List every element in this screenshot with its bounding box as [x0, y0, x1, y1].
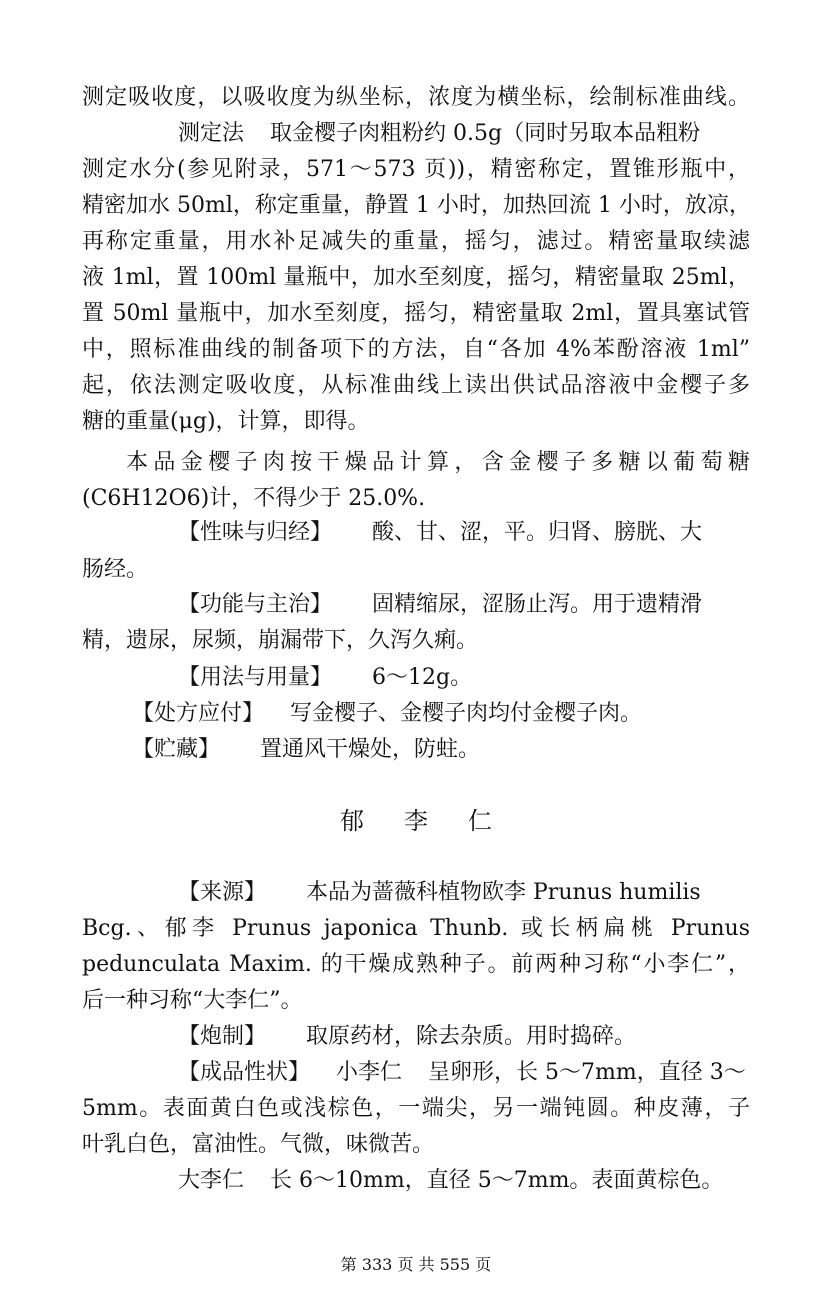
- body-line: pedunculata Maxim. 的干燥成熟种子。前两种习称“小李仁”，: [82, 952, 750, 977]
- body-line: 肠经。: [82, 557, 149, 582]
- heading-prescription: 【处方应付】: [132, 701, 265, 726]
- heading-flavor: 【性味与归经】: [178, 520, 333, 545]
- section-prescription: 【处方应付】 写金樱子、金樱子肉均付金樱子肉。: [132, 701, 643, 726]
- section-processing: 【炮制】 取原药材，除去杂质。用时捣碎。: [178, 1024, 637, 1049]
- label-large-kernel: 大李仁: [178, 1168, 245, 1193]
- page-footer: 第 333 页 共 555 页: [340, 1255, 492, 1274]
- heading-usage: 【用法与用量】: [178, 665, 333, 690]
- body-line: 液 1ml，置 100ml 量瓶中，加水至刻度，摇匀，精密量取 25ml，: [82, 265, 750, 290]
- heading-function: 【功能与主治】: [178, 592, 333, 617]
- section-function: 【功能与主治】 固精缩尿，涩肠止泻。用于遗精滑: [178, 592, 703, 617]
- body-line: 精，遗尿，尿频，崩漏带下，久泻久痢。: [82, 628, 479, 653]
- body-line: 测定法 取金樱子肉粗粉约 0.5g（同时另取本品粗粉: [178, 121, 701, 146]
- body-line: 置 50ml 量瓶中，加水至刻度，摇匀，精密量取 2ml，置具塞试管: [82, 301, 750, 326]
- section-flavor: 【性味与归经】 酸、甘、涩，平。归肾、膀胱、大: [178, 520, 703, 545]
- section-title: 郁李仁: [340, 807, 532, 835]
- body-line: 中，照标准曲线的制备项下的方法，自“各加 4%苯酚溶液 1ml”: [82, 337, 750, 362]
- heading-description: 【成品性状】: [178, 1060, 311, 1085]
- body-line: 起，依法测定吸收度，从标准曲线上读出供试品溶液中金樱子多: [82, 373, 750, 398]
- body-line: 叶乳白色，富油性。气微，味微苦。: [82, 1132, 435, 1157]
- body-line: 后一种习称“大李仁”。: [82, 988, 303, 1013]
- body-line: 测定水分(参见附录，571～573 页))，精密称定，置锥形瓶中，: [82, 157, 750, 182]
- section-storage: 【贮藏】 置通风干燥处，防蛀。: [132, 737, 481, 762]
- body-line: (C6H12O6)计，不得少于 25.0%.: [82, 486, 426, 511]
- heading-processing: 【炮制】: [178, 1024, 267, 1049]
- body-line: 本品金樱子肉按干燥品计算，含金樱子多糖以葡萄糖: [126, 450, 750, 475]
- body-line: 大李仁 长 6～10mm，直径 5～7mm。表面黄棕色。: [178, 1168, 724, 1193]
- method-label: 测定法: [178, 121, 245, 146]
- section-usage: 【用法与用量】 6～12g。: [178, 665, 473, 690]
- section-description: 【成品性状】 小李仁 呈卵形，长 5～7mm，直径 3～: [178, 1060, 746, 1085]
- body-line: 精密加水 50ml，称定重量，静置 1 小时，加热回流 1 小时，放凉，: [82, 193, 751, 218]
- heading-storage: 【贮藏】: [132, 737, 221, 762]
- body-line: 糖的重量(μg)，计算，即得。: [82, 409, 370, 434]
- body-line: 测定吸收度，以吸收度为纵坐标，浓度为横坐标，绘制标准曲线。: [82, 85, 750, 110]
- section-source: 【来源】 本品为蔷薇科植物欧李 Prunus humilis: [178, 880, 701, 905]
- body-line: 再称定重量，用水补足减失的重量，摇匀，滤过。精密量取续滤: [82, 229, 750, 254]
- heading-source: 【来源】: [178, 880, 267, 905]
- body-line: 5mm。表面黄白色或浅棕色，一端尖，另一端钝圆。种皮薄，子: [82, 1096, 750, 1121]
- body-line: Bcg.、郁李 Prunus japonica Thunb. 或长柄扁桃 Prunus: [82, 916, 750, 941]
- label-small-kernel: 小李仁: [336, 1060, 403, 1085]
